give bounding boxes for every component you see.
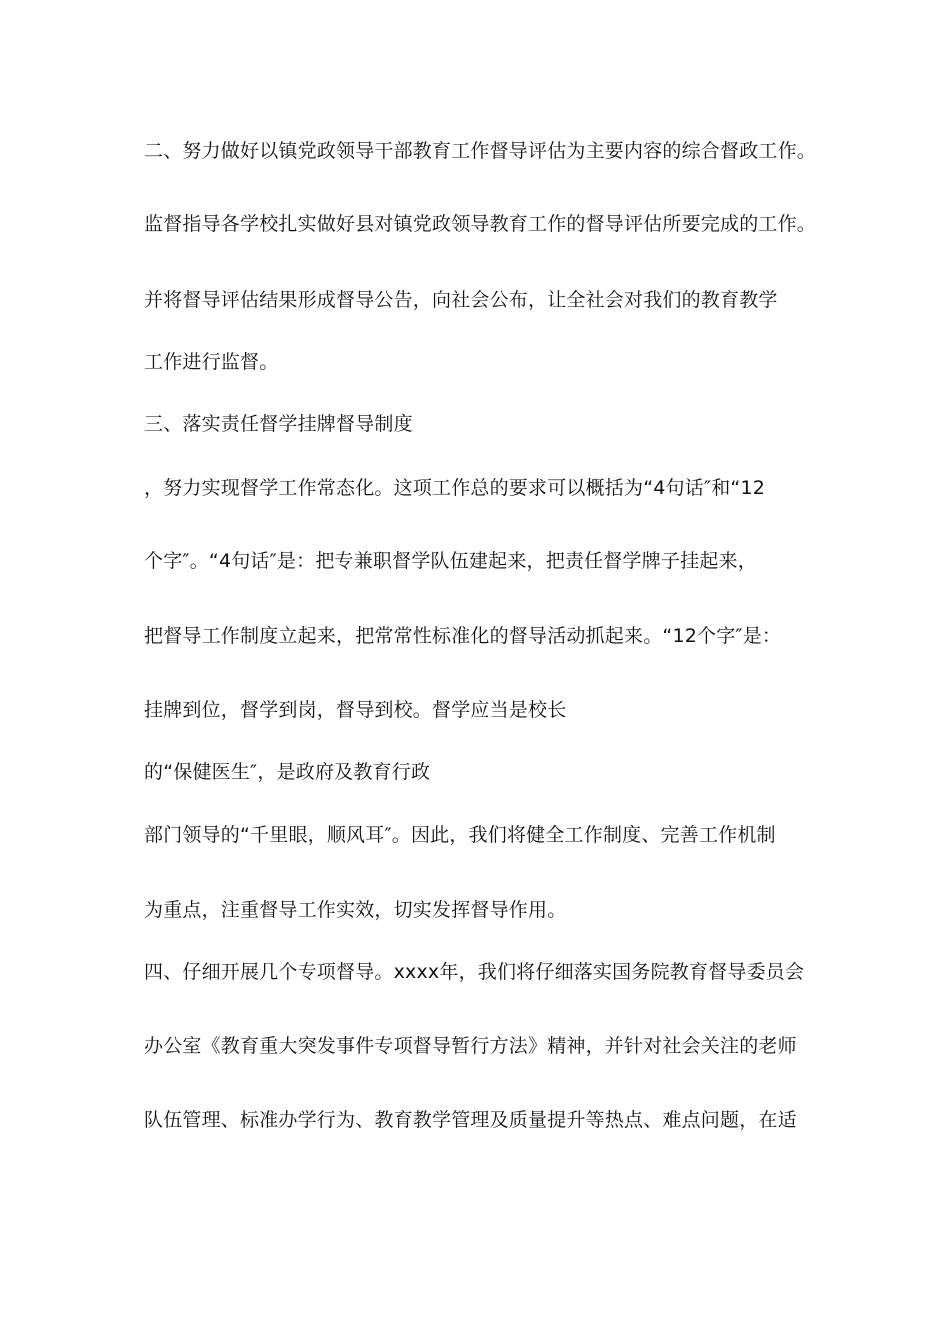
text-line: 的“保健医生″，是政府及教育行政 <box>144 761 431 783</box>
text-line: 把督导工作制度立起来，把常常性标准化的督导活动抓起来。“12个字″是： <box>144 625 782 647</box>
text-line: 队伍管理、标准办学行为、教育教学管理及质量提升等热点、难点问题，在适 <box>144 1109 797 1131</box>
text-line: 部门领导的“千里眼，顺风耳″。因此，我们将健全工作制度、完善工作机制 <box>144 824 776 846</box>
section-heading: 三、落实责任督学挂牌督导制度 <box>144 413 413 435</box>
text-line: 个字″。“4句话″是：把专兼职督学队伍建起来，把责任督学牌子挂起来， <box>144 550 757 572</box>
text-line: 并将督导评估结果形成督导公告，向社会公布，让全社会对我们的教育教学 <box>144 289 778 311</box>
text-line: 挂牌到位，督学到岗，督导到校。督学应当是校长 <box>144 699 567 721</box>
text-line: ，努力实现督学工作常态化。这项工作总的要求可以概括为“4句话″和“12 <box>144 477 766 499</box>
text-line: 为重点，注重督导工作实效，切实发挥督导作用。 <box>144 899 567 921</box>
text-line: 工作进行监督。 <box>144 351 279 373</box>
text-line: 办公室《教育重大突发事件专项督导暂行方法》精神，并针对社会关注的老师 <box>144 1035 797 1057</box>
text-line: 四、仔细开展几个专项督导。xxxx年，我们将仔细落实国务院教育督导委员会 <box>144 961 805 983</box>
text-line: 二、努力做好以镇党政领导干部教育工作督导评估为主要内容的综合督政工作。 <box>144 140 817 162</box>
text-line: 监督指导各学校扎实做好县对镇党政领导教育工作的督导评估所要完成的工作。 <box>144 213 817 235</box>
